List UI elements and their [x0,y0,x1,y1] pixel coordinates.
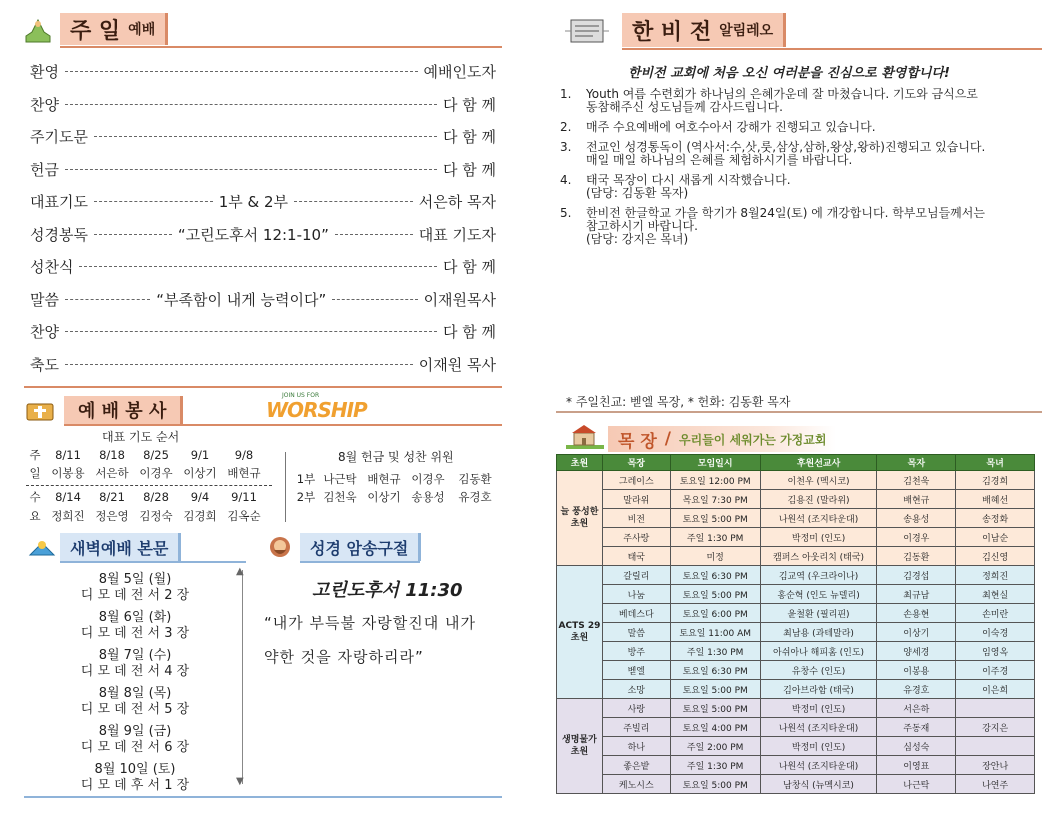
duty-divider [26,485,272,486]
table-row [557,623,1035,642]
cell-leader: 유경호 [877,680,956,699]
cells-title-main: 목 장 [618,431,657,452]
dawn-entry [40,682,230,720]
cell-missionary: 박정미 (인도) [760,528,877,547]
announcement-text: (담당: 김동환 목자) [586,186,689,200]
cell-leader: 김동환 [877,547,956,566]
table-row [557,509,1035,528]
wednesday-dates-row [24,488,266,506]
worship-banner-small: JOIN US FOR [282,392,320,399]
table-row [557,680,1035,699]
wednesday-date: 9/11 [231,490,257,504]
column-header: 초원 [557,455,603,471]
worship-item-leader: 이재원목사 [423,290,497,309]
worship-item-leader: 서은하 목자 [418,192,496,211]
dawn-reference: 디 모 데 후 서 1 장 [80,778,190,793]
sunday-label: 일 [29,466,41,480]
table-row [557,604,1035,623]
sunday-name: 이봉용 [51,466,85,480]
offering-row [294,470,500,488]
wednesday-date: 9/4 [190,490,210,504]
cell-time: 토요일 12:00 PM [670,471,760,490]
cell-time: 토요일 4:00 PM [670,718,760,737]
worship-item-name: 성경봉독 [30,225,88,244]
cell-leader-wife: 배혜선 [956,490,1035,509]
cell-time: 토요일 6:30 PM [670,566,760,585]
worship-item [30,190,496,212]
welcome-message: 한비전 교회에 처음 오신 여러분을 진심으로 환영합니다! [628,66,950,81]
wednesday-name: 정희진 [51,509,85,523]
cell-name: 베데스다 [602,604,670,623]
memory-title: 성경 암송구절 [310,538,409,558]
worship-item-name: 축도 [30,355,59,374]
announcement-text: Youth 여름 수련회가 하나님의 은혜가운데 잘 마쳤습니다. 기도와 금식으로 [586,87,978,101]
cell-name: 말라위 [602,490,670,509]
cell-time: 토요일 5:00 PM [670,775,760,794]
announcement-item [560,141,1035,167]
cell-time: 토요일 5:00 PM [670,509,760,528]
cell-time: 주일 1:30 PM [670,528,760,547]
cell-name: 태국 [602,547,670,566]
cell-missionary: 김교역 (우크라이나) [760,566,877,585]
arrow-down-icon: ▼ [236,776,244,787]
cell-leader: 송용성 [877,509,956,528]
cell-time: 토요일 5:00 PM [670,585,760,604]
dawn-title-rule [60,561,246,563]
memory-reference: 고린도후서 11:30 [312,580,463,601]
cell-time: 토요일 11:00 AM [670,623,760,642]
announcement-number: 3. [560,140,572,154]
sunday-name: 배현규 [227,466,261,480]
news-title-main: 한 비 전 [632,19,712,45]
table-row [557,585,1035,604]
wednesday-label: 요 [29,509,41,523]
worship-bottom-rule [24,386,502,388]
cell-name: 좋은밭 [602,756,670,775]
announcement-number: 2. [560,120,572,134]
cell-name: 그레이스 [602,471,670,490]
worship-item-leader: 예배인도자 [423,62,496,81]
footnote-rule [556,411,1042,413]
worship-item-leader: 다 함 께 [442,257,496,276]
duty-vertical-divider [285,452,286,522]
cell-leader: 김경섭 [877,566,956,585]
sunday-names-row [24,464,266,482]
table-row [557,718,1035,737]
announcement-text: 매일 매일 하나님의 은혜를 체험하시기를 바랍니다. [586,153,853,167]
dawn-entry [40,568,230,606]
dawn-reference: 디 모 데 전 서 6 장 [80,740,190,755]
cell-missionary: 유창수 (인도) [760,661,877,680]
cell-leader-wife: 손미란 [956,604,1035,623]
announcement-number: 5. [560,206,572,220]
table-row [557,661,1035,680]
worship-item-name: 말씀 [30,290,59,309]
offering-label: 1부 [296,472,316,486]
worship-item-leader: 이재원 목사 [418,355,496,374]
cell-missionary: 김용진 (말라위) [760,490,877,509]
cell-leader-wife: 김경희 [956,471,1035,490]
announcement-item [560,121,1035,134]
cell-name: 방주 [602,642,670,661]
cell-time: 토요일 5:00 PM [670,680,760,699]
wednesday-name: 정은영 [95,509,129,523]
cell-missionary: 윤철환 (필리핀) [760,604,877,623]
wednesday-date: 8/21 [99,490,125,504]
table-row [557,528,1035,547]
worship-item-leader: 대표 기도자 [418,225,497,244]
left-bottom-rule [24,796,502,798]
dawn-reference: 디 모 데 전 서 5 장 [80,702,190,717]
offering-label: 2부 [296,490,316,504]
sunday-date: 9/8 [234,448,254,462]
worship-section-title [60,13,168,45]
wednesday-names-row [24,507,266,525]
cell-leader-wife: 이숙경 [956,623,1035,642]
cell-leader: 양세경 [877,642,956,661]
table-row [557,737,1035,756]
arrow-up-icon: ▲ [236,566,244,577]
praying-hands-icon [20,16,56,46]
worship-item-name: 성찬식 [30,257,74,276]
table-row [557,547,1035,566]
offering-header: 8월 헌금 및 성찬 위원 [338,450,454,464]
cell-missionary: 나원석 (조지타운대) [760,509,877,528]
worship-item [30,353,496,375]
worship-title-main: 주 일 [70,18,121,44]
cell-leader: 배현규 [877,490,956,509]
offering-name: 이상기 [367,490,401,504]
news-section-title [622,13,786,47]
cell-leader: 나근탁 [877,775,956,794]
cell-missionary: 이천우 (멕시코) [760,471,877,490]
table-row [557,490,1035,509]
wednesday-date: 8/14 [55,490,81,504]
table-row [557,566,1035,585]
column-header: 목장 [602,455,670,471]
announcement-item [560,88,1035,114]
cell-missionary: 홍순혁 (인도 뉴델리) [760,585,877,604]
offering-name: 김천욱 [323,490,357,504]
offering-row [294,488,500,506]
cell-time: 토요일 6:30 PM [670,661,760,680]
dawn-reference: 디 모 데 전 서 3 장 [80,626,190,641]
cell-name: 소망 [602,680,670,699]
memory-verse-line: “내가 부득불 자랑할진대 내가 [264,614,476,632]
announcement-text: 태국 목장이 다시 새롭게 시작했습니다. [586,173,791,187]
news-footnote: * 주일친교: 벧엘 목장, * 헌화: 김동환 목자 [566,395,791,409]
memory-title-rule [300,561,420,563]
cell-leader-wife [956,737,1035,756]
cell-name: 케노시스 [602,775,670,794]
dawn-title: 새벽예배 본문 [70,538,169,558]
offering-name: 송용성 [411,490,445,504]
announcement-item [560,207,1035,246]
offering-name: 김동환 [458,472,492,486]
cell-name: 주사랑 [602,528,670,547]
worship-item [30,320,496,342]
worship-item [30,60,496,82]
cell-missionary: 최남용 (과테말라) [760,623,877,642]
worship-item-name: 찬양 [30,95,59,114]
announcement-text: 참고하시기 바랍니다. [586,219,698,233]
offering-name: 나근탁 [323,472,357,486]
group-name: 생명물가 초원 [557,699,603,794]
cell-leader: 이경우 [877,528,956,547]
cell-group-table [556,454,1035,794]
announcement-text: 전교인 성경통독이 (역사서:수,삿,룻,삼상,삼하,왕상,왕하)진행되고 있습니다. [586,140,986,154]
cell-leader: 최규남 [877,585,956,604]
dawn-entry [40,644,230,682]
worship-item-detail: “고린도후서 12:1-10” [177,225,329,244]
dawn-date: 8월 6일 (화) [98,610,172,625]
table-row [557,699,1035,718]
worship-item-name: 찬양 [30,322,59,341]
dawn-reference: 디 모 데 전 서 2 장 [80,588,190,603]
table-header-row [557,455,1035,471]
cells-section-title: 목 장 / 우리들이 세워가는 가정교회 [608,426,836,452]
worship-item [30,288,496,310]
worship-item [30,125,496,147]
jesus-face-icon [262,532,298,562]
sunday-label: 주 [29,448,41,462]
cell-missionary: 박정미 (인도) [760,737,877,756]
sunday-name: 서은하 [95,466,129,480]
cell-missionary: 남창식 (뉴멕시코) [760,775,877,794]
duty-section-title [64,396,183,424]
worship-item-name: 헌금 [30,160,59,179]
cell-time: 미정 [670,547,760,566]
worship-item-name: 환영 [30,62,59,81]
sunday-date: 8/11 [55,448,81,462]
column-header: 모임일시 [670,455,760,471]
offering-name: 유경호 [458,490,492,504]
table-row [557,642,1035,661]
wednesday-name: 김정숙 [139,509,173,523]
sunday-date: 9/1 [190,448,210,462]
dawn-date: 8월 10일 (토) [94,762,176,777]
wednesday-name: 김경희 [183,509,217,523]
cell-leader: 심성숙 [877,737,956,756]
dawn-reference: 디 모 데 전 서 4 장 [80,664,190,679]
cell-leader: 서은하 [877,699,956,718]
cell-name: 갈릴리 [602,566,670,585]
announcement-list [560,88,1035,253]
worship-item [30,255,496,277]
newspaper-icon [562,16,612,46]
cell-missionary: 박정미 (인도) [760,699,877,718]
cell-leader-wife: 임영옥 [956,642,1035,661]
cell-time: 주일 2:00 PM [670,737,760,756]
cell-leader-wife: 최현실 [956,585,1035,604]
worship-banner [262,392,388,424]
announcement-text: 한비전 한글학교 가을 학기가 8월24일(토) 에 개강합니다. 학부모님들께서는 [586,206,985,220]
church-building-icon [562,422,606,452]
memory-verse-line: 약한 것을 자랑하리라” [264,648,424,666]
cell-leader-wife: 장안나 [956,756,1035,775]
cell-leader-wife: 강지은 [956,718,1035,737]
dawn-vertical-divider [242,570,243,784]
cell-leader: 이봉용 [877,661,956,680]
duty-title: 예 배 봉 사 [78,401,167,422]
cells-title-sub: 우리들이 세워가는 가정교회 [678,432,827,447]
cell-missionary: 나원석 (조지타운대) [760,756,877,775]
cell-time: 토요일 5:00 PM [670,699,760,718]
worship-banner-text: WORSHIP [266,398,367,422]
sunday-name: 이경우 [139,466,173,480]
cell-name: 벧엘 [602,661,670,680]
sunrise-icon [24,532,60,562]
sunday-date: 8/18 [99,448,125,462]
cell-leader-wife: 나연주 [956,775,1035,794]
worship-item [30,223,496,245]
cell-missionary: 김아브라함 (태국) [760,680,877,699]
worship-title-rule [60,46,502,48]
group-name: ACTS 29 초원 [557,566,603,699]
cell-leader-wife: 정희진 [956,566,1035,585]
cell-leader: 이상기 [877,623,956,642]
worship-item-leader: 다 함 께 [442,160,496,179]
cell-leader-wife: 이은희 [956,680,1035,699]
prayer-header: 대표 기도 순서 [102,430,180,444]
worship-item-name: 대표기도 [30,192,88,211]
cell-missionary: 나원석 (조지타운대) [760,718,877,737]
group-name: 늘 풍성한 초원 [557,471,603,566]
announcement-number: 4. [560,173,572,187]
dawn-date: 8월 5일 (월) [98,572,172,587]
table-row [557,775,1035,794]
table-row [557,471,1035,490]
wednesday-date: 8/28 [143,490,169,504]
dawn-section-title [60,533,181,561]
dawn-date: 8월 9일 (금) [98,724,172,739]
cell-leader: 이영표 [877,756,956,775]
column-header: 목녀 [956,455,1035,471]
worship-item [30,158,496,180]
sunday-dates-row [24,446,266,464]
cell-leader-wife: 이남순 [956,528,1035,547]
announcement-text: 동참해주신 성도님들께 감사드립니다. [586,100,783,114]
dawn-entry [40,758,230,796]
cell-missionary: 캠퍼스 아웃리치 (태국) [760,547,877,566]
announcement-text: 매주 수요예배에 여호수아서 강해가 진행되고 있습니다. [586,120,876,134]
news-title-sub: 알림레오 [719,23,774,39]
announcement-number: 1. [560,87,572,101]
dawn-date: 8월 8일 (목) [98,686,172,701]
column-header: 후원선교사 [760,455,877,471]
cell-name: 비전 [602,509,670,528]
cell-name: 주빌리 [602,718,670,737]
announcement-item [560,174,1035,200]
cell-time: 주일 1:30 PM [670,642,760,661]
worship-title-sub: 예배 [128,22,156,38]
cell-name: 말씀 [602,623,670,642]
announcement-text: (담당: 강지은 목녀) [586,232,689,246]
worship-item-name: 주기도문 [30,127,88,146]
dawn-date: 8월 7일 (수) [98,648,172,663]
cell-leader: 김천욱 [877,471,956,490]
cell-name: 하나 [602,737,670,756]
cell-name: 나눔 [602,585,670,604]
cell-name: 사랑 [602,699,670,718]
wednesday-name: 김옥순 [227,509,261,523]
offering-name: 배현규 [367,472,401,486]
sunday-date: 8/25 [143,448,169,462]
news-title-rule [622,48,1042,50]
duty-title-rule [64,424,502,426]
worship-item-leader: 다 함 께 [442,127,496,146]
cell-leader-wife: 김신영 [956,547,1035,566]
cell-time: 토요일 6:00 PM [670,604,760,623]
dawn-entry [40,606,230,644]
sunday-name: 이상기 [183,466,217,480]
worship-item [30,93,496,115]
cell-missionary: 아쉬아나 해피홈 (인도) [760,642,877,661]
table-row [557,756,1035,775]
cell-leader-wife: 송정화 [956,509,1035,528]
bible-cross-icon [22,396,58,426]
memory-section-title [300,533,421,561]
cell-time: 목요일 7:30 PM [670,490,760,509]
column-header: 목자 [877,455,956,471]
worship-item-leader: 다 함 께 [442,95,496,114]
cell-leader-wife [956,699,1035,718]
worship-item-leader: 다 함 께 [442,322,496,341]
cell-leader: 손용현 [877,604,956,623]
offering-name: 이경우 [411,472,445,486]
cell-leader: 주동재 [877,718,956,737]
cell-time: 주일 1:30 PM [670,756,760,775]
worship-item-detail: “부족함이 내게 능력이다” [156,290,327,309]
wednesday-label: 수 [29,490,41,504]
worship-item-detail: 1부 & 2부 [218,192,289,211]
cell-leader-wife: 이주경 [956,661,1035,680]
dawn-entry [40,720,230,758]
